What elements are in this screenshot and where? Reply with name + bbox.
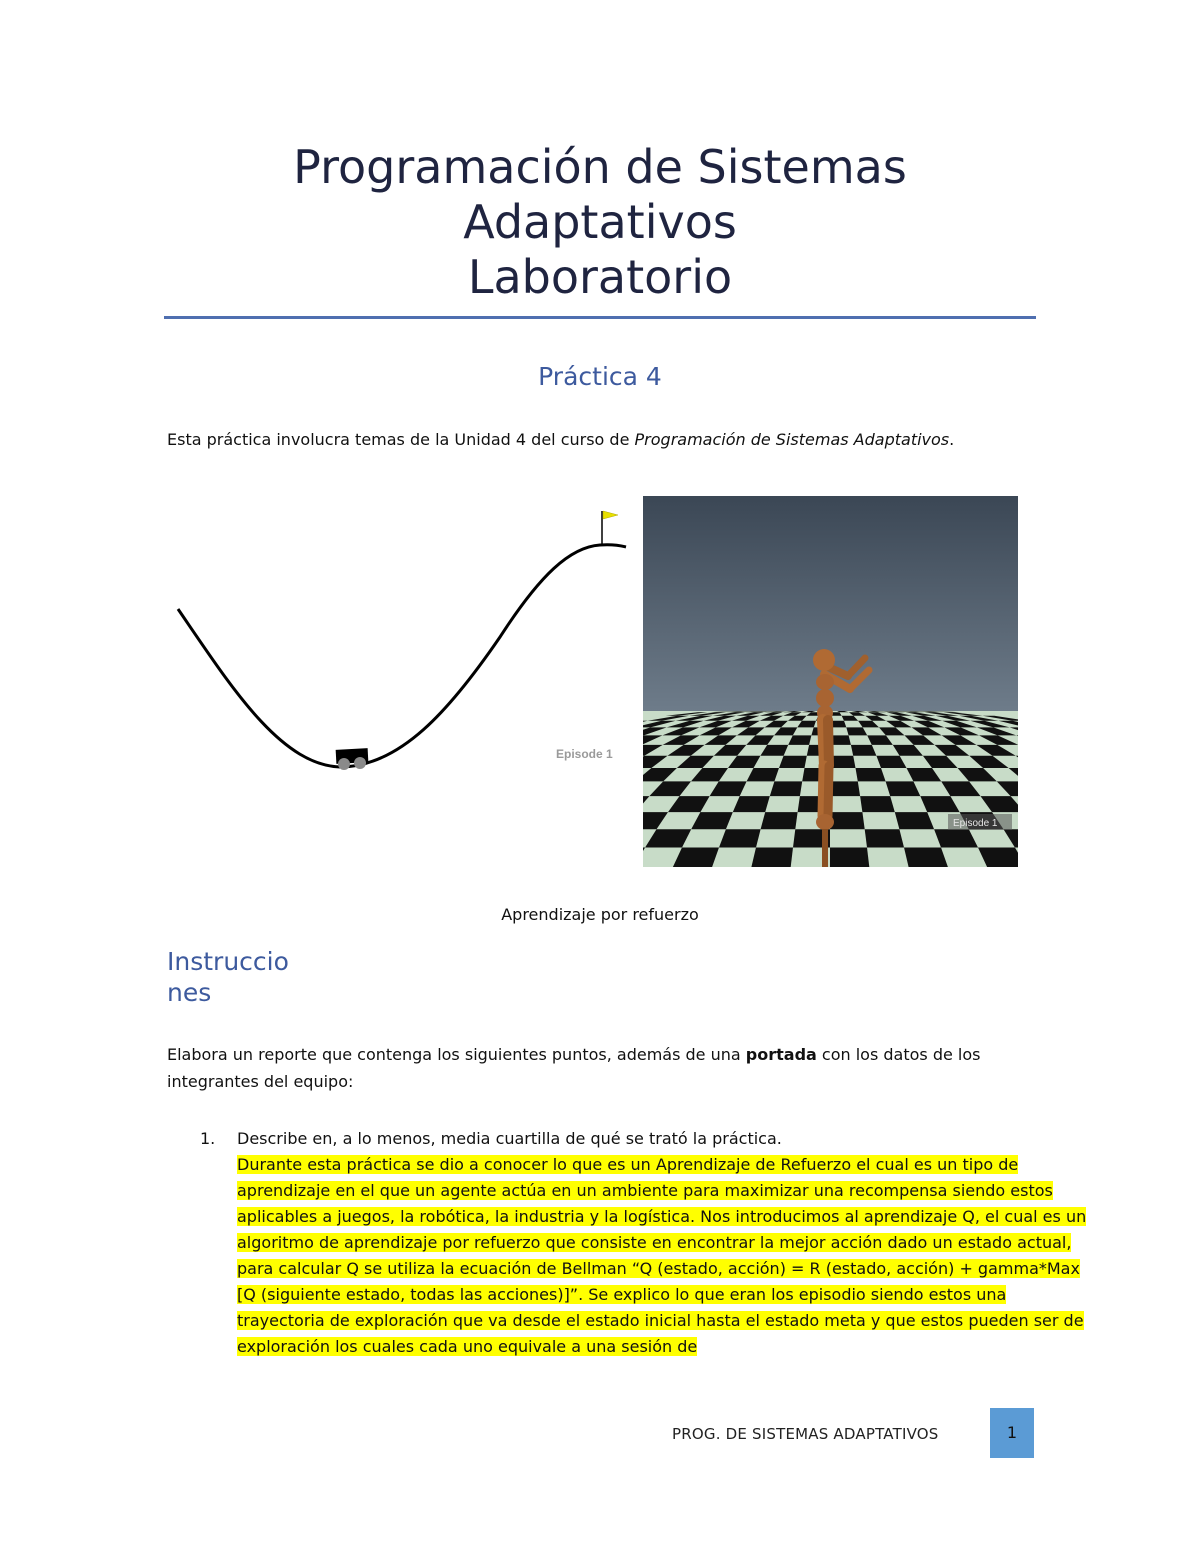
- right-episode-label: Episode 1: [953, 818, 998, 829]
- intro-suffix: .: [949, 430, 955, 449]
- floor-tile: [895, 812, 934, 829]
- list-item-answer: [237, 1152, 1087, 1360]
- list-item: [237, 1126, 1087, 1360]
- intro-course-name: Programación de Sistemas Adaptativos: [634, 430, 950, 449]
- instructions-heading-line-2: nes: [167, 978, 212, 1007]
- floor-tile: [865, 829, 904, 847]
- floor-tile: [830, 848, 869, 868]
- floor-tile: [751, 848, 793, 868]
- floor-tile: [761, 812, 798, 829]
- floor-tile: [856, 768, 886, 781]
- intro-prefix: Esta práctica involucra temas de la Unidad 4 del curso de: [167, 430, 635, 449]
- instructions-suffix: con los datos de los integrantes del equipo:: [167, 1045, 981, 1091]
- mountain-car-figure: [170, 495, 630, 795]
- floor-tile: [860, 796, 895, 812]
- mountain-curve: [178, 545, 626, 767]
- practice-subtitle: Práctica 4: [538, 362, 662, 391]
- list-item-number: 1.: [200, 1129, 216, 1148]
- figure-caption: Aprendizaje por refuerzo: [501, 905, 699, 924]
- title-line-3: Laboratorio: [467, 250, 733, 304]
- floor-tile: [719, 829, 761, 847]
- intro-paragraph: [167, 430, 954, 449]
- title-line-1: Programación de Sistemas: [293, 140, 907, 194]
- page-number: 1: [990, 1408, 1034, 1458]
- instructions-prefix: Elabora un reporte que contenga los siguientes puntos, además de una: [167, 1045, 746, 1064]
- instructions-heading: [167, 946, 307, 1008]
- floor-tile: [830, 781, 860, 796]
- floor-tile: [770, 781, 802, 796]
- instructions-heading-line-1: Instruccio: [167, 947, 289, 976]
- left-episode-label: Episode 1: [556, 747, 613, 761]
- floor-tile: [830, 812, 865, 829]
- list-item-question: Describe en, a lo menos, media cuartilla de qué se trató la práctica.: [237, 1129, 782, 1148]
- document-title: [0, 140, 1200, 305]
- floor-tile: [904, 848, 948, 868]
- floor-tile: [779, 756, 807, 768]
- title-line-2: Adaptativos: [463, 195, 737, 249]
- highlighted-answer: Durante esta práctica se dio a conocer lo que es un Aprendizaje de Refuerzo el cual es un tipo de aprendizaje en el que un agente actúa en un ambiente para maximizar una recompensa siendo estos aplicables a juegos, la robótica, la industria y la logística. Nos introducimos al aprendizaje Q, el cual es un algoritmo de aprendizaje por refuerzo que consiste en encontrar la mejor acción dado un estado actual, para calcular Q se utiliza la ecuación de Bellman “Q (estado, acción) = R (estado, acción) + gamma*Max [Q (siguiente estado, todas las acciones)]”. Se explico lo que eran los episodio siendo estos una trayectoria de exploración que va desde el estado inicial hasta el estado meta y que estos pueden ser de exploración los cuales cada uno equivale a una sesión de: [237, 1155, 1087, 1356]
- humanoid-figure: [643, 496, 1018, 867]
- instructions-bold: portada: [745, 1045, 817, 1064]
- instructions-paragraph: [167, 1041, 1047, 1095]
- footer-text: PROG. DE SISTEMAS ADAPTATIVOS: [672, 1425, 939, 1443]
- flag-icon: [603, 511, 618, 519]
- title-divider: [164, 316, 1036, 319]
